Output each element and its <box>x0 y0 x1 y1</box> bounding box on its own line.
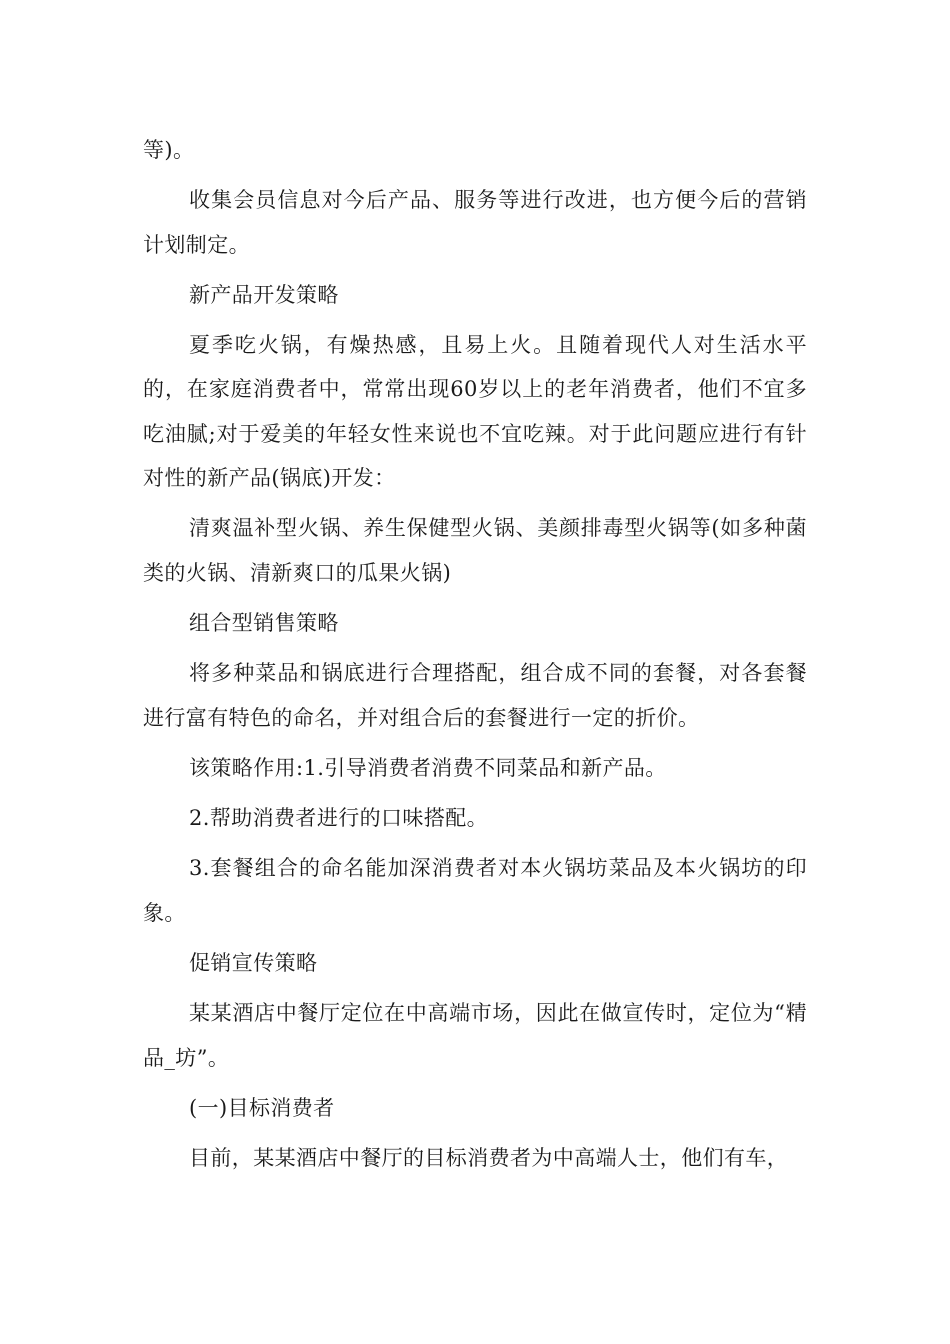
heading-target-consumers: (一)目标消费者 <box>189 1095 335 1120</box>
paragraph-member-info: 收集会员信息对今后产品、服务等进行改进，也方便今后的营销计划制定。 <box>143 188 807 257</box>
paragraph-combo-meals: 将多种菜品和锅底进行合理搭配，组合成不同的套餐，对各套餐进行富有特色的命名，并对组合后的套餐进行一定的折价。 <box>143 661 807 730</box>
heading-new-product-strategy: 新产品开发策略 <box>189 282 339 307</box>
paragraph-strategy-effect-1: 该策略作用:1.引导消费者消费不同菜品和新产品。 <box>189 755 667 780</box>
paragraph-target-consumers: 目前，某某酒店中餐厅的目标消费者为中高端人士，他们有车， <box>189 1146 789 1171</box>
heading-promotion-strategy: 促销宣传策略 <box>189 951 318 976</box>
paragraph-continuation: 等)。 <box>143 138 195 162</box>
paragraph-strategy-effect-3: 3.套餐组合的命名能加深消费者对本火锅坊菜品及本火锅坊的印象。 <box>143 856 807 925</box>
paragraph-hotpot-types: 清爽温补型火锅、养生保健型火锅、美颜排毒型火锅等(如多种菌类的火锅、清新爽口的瓜果火锅) <box>143 516 807 585</box>
document-body <box>143 128 807 1187</box>
paragraph-strategy-effect-2: 2.帮助消费者进行的口味搭配。 <box>189 806 489 831</box>
heading-combo-sales-strategy: 组合型销售策略 <box>189 610 339 635</box>
paragraph-summer-hotpot: 夏季吃火锅，有燥热感，且易上火。且随着现代人对生活水平的，在家庭消费者中，常常出现60岁以上的老年消费者，他们不宜多吃油腻;对于爱美的年轻女性来说也不宜吃辣。对于此问题应进行有针对性的新产品(锅底)开发： <box>143 333 807 491</box>
paragraph-positioning: 某某酒店中餐厅定位在中高端市场，因此在做宣传时，定位为“精品_坊”。 <box>143 1001 807 1070</box>
